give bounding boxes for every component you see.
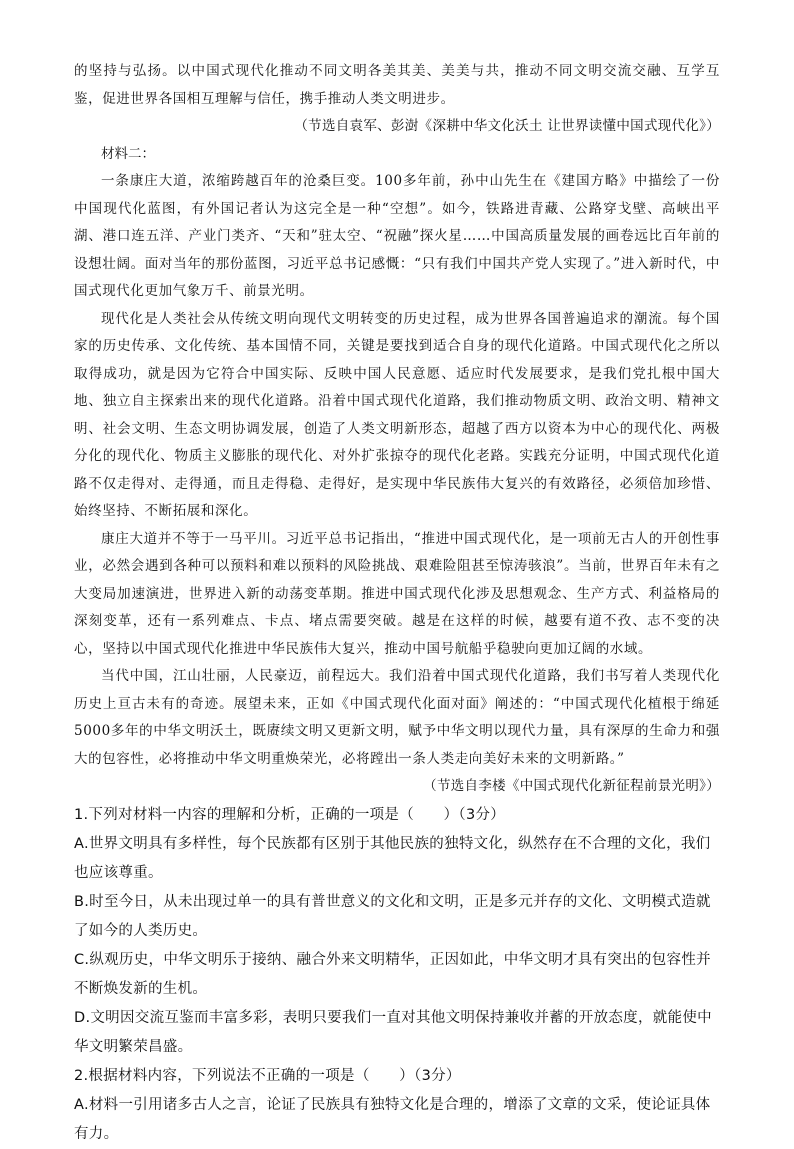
question-2-stem: 2.根据材料内容，下列说法不正确的一项是（ ）（3分） [74,1067,461,1084]
source-citation-1: （节选自袁军、彭澍《深耕中华文化沃土 让世界读懂中国式现代化》） [294,118,720,134]
question-1-option-c: C.纵观历史，中华文明乐于接纳、融合外来文明精华，正因如此，中华文明才具有突出的包容性并不断焕发新的生机。 [74,951,711,997]
question-2-option-a: A.材料一引用诸多古人之言，论证了民族具有独特文化是合理的，增添了文章的文采，使论证具体有力。 [74,1096,711,1142]
source-citation-2: （节选自李楼《中国式现代化新征程前景光明》） [423,778,720,794]
material2-paragraph-3: 康庄大道并不等于一马平川。习近平总书记指出，“推进中国式现代化，是一项前无古人的开创性事业，必然会遇到各种可以预料和难以预料的风险挑战、艰难险阻甚至惊涛骇浪”。当前，世界百年未有之大变局加速演进，世界进入新的动荡变革期。推进中国式现代化涉及思想观念、生产方式、利益格局的深刻变革，还有一系列难点、卡点、堵点需要突破。越是在这样的时候，越要有道不孜、志不变的决心，坚持以中国式现代化推进中华民族伟大复兴，推动中国号航船乎稳驶向更加辽阔的水域。 [74,530,720,657]
material2-paragraph-1: 一条康庄大道，浓缩跨越百年的沧桑巨变。100多年前，孙中山先生在《建国方略》中描绘了一份中国现代化蓝图，有外国记者认为这完全是一种“空想”。如今，铁路进青藏、公路穿戈壁、高峡出平湖、港口连五洋、产业门类齐、“天和”驻太空、“祝融”探火星……中国高质量发展的画卷远比百年前的设想壮阔。面对当年的那份蓝图，习近平总书记感慨：“只有我们中国共产党人实现了。”进入新时代，中国式现代化更加气象万千、前景光明。 [74,173,720,299]
material2-paragraph-4: 当代中国，江山壮丽，人民豪迈，前程远大。我们沿着中国式现代化道路，我们书写着人类现代化历史上亘古未有的奇迹。展望未来，正如《中国式现代化面对面》阐述的：“中国式现代化植根于绵延5000多年的中华文明沃土，既赓续文明又更新文明，赋予中华文明以现代力量，具有深厚的生命力和强大的包容性，必将推动中华文明重焕荣光，必将蹚出一条人类走向美好未来的文明新路。” [74,668,720,767]
question-1-option-b: B.时至今日，从未出现过单一的具有普世意义的文化和文明，正是多元并存的文化、文明模式造就了如今的人类历史。 [74,893,711,939]
material1-tail-paragraph: 的坚持与弘扬。以中国式现代化推动不同文明各美其美、美美与共，推动不同文明交流交融、互学互鉴，促进世界各国相互理解与信任，携手推动人类文明进步。 [74,63,720,107]
question-1-stem: 1.下列对材料一内容的理解和分析，正确的一项是（ ）（3分） [74,806,506,823]
question-1-option-a: A.世界文明具有多样性，每个民族都有区别于其他民族的独特文化，纵然存在不合理的文化，我们也应该尊重。 [74,835,711,881]
material2-label: 材料二： [101,145,155,162]
material2-paragraph-2: 现代化是人类社会从传统文明向现代文明转变的历史过程，成为世界各国普遍追求的潮流。每个国家的历史传承、文化传统、基本国情不同，关键是要找到适合自身的现代化道路。中国式现代化之所以取得成功，就是因为它符合中国实际、反映中国人民意愿、适应时代发展要求，是我们党扎根中国大地、独立自主探索出来的现代化道路。沿着中国式现代化道路，我们推动物质文明、政治文明、精神文明、社会文明、生态文明协调发展，创造了人类文明新形态，超越了西方以资本为中心的现代化、两极分化的现代化、物质主义膨胀的现代化、对外扩张掠夺的现代化老路。实践充分证明，中国式现代化道路不仅走得对、走得通，而且走得稳、走得好，是实现中华民族伟大复兴的有效路径，必须倍加珍惜、始终坚持、不断拓展和深化。 [74,310,720,519]
question-1-option-d: D.文明因交流互鉴而丰富多彩，表明只要我们一直对其他文明保持兼收并蓄的开放态度，就能使中华文明繁荣昌盛。 [74,1009,712,1055]
